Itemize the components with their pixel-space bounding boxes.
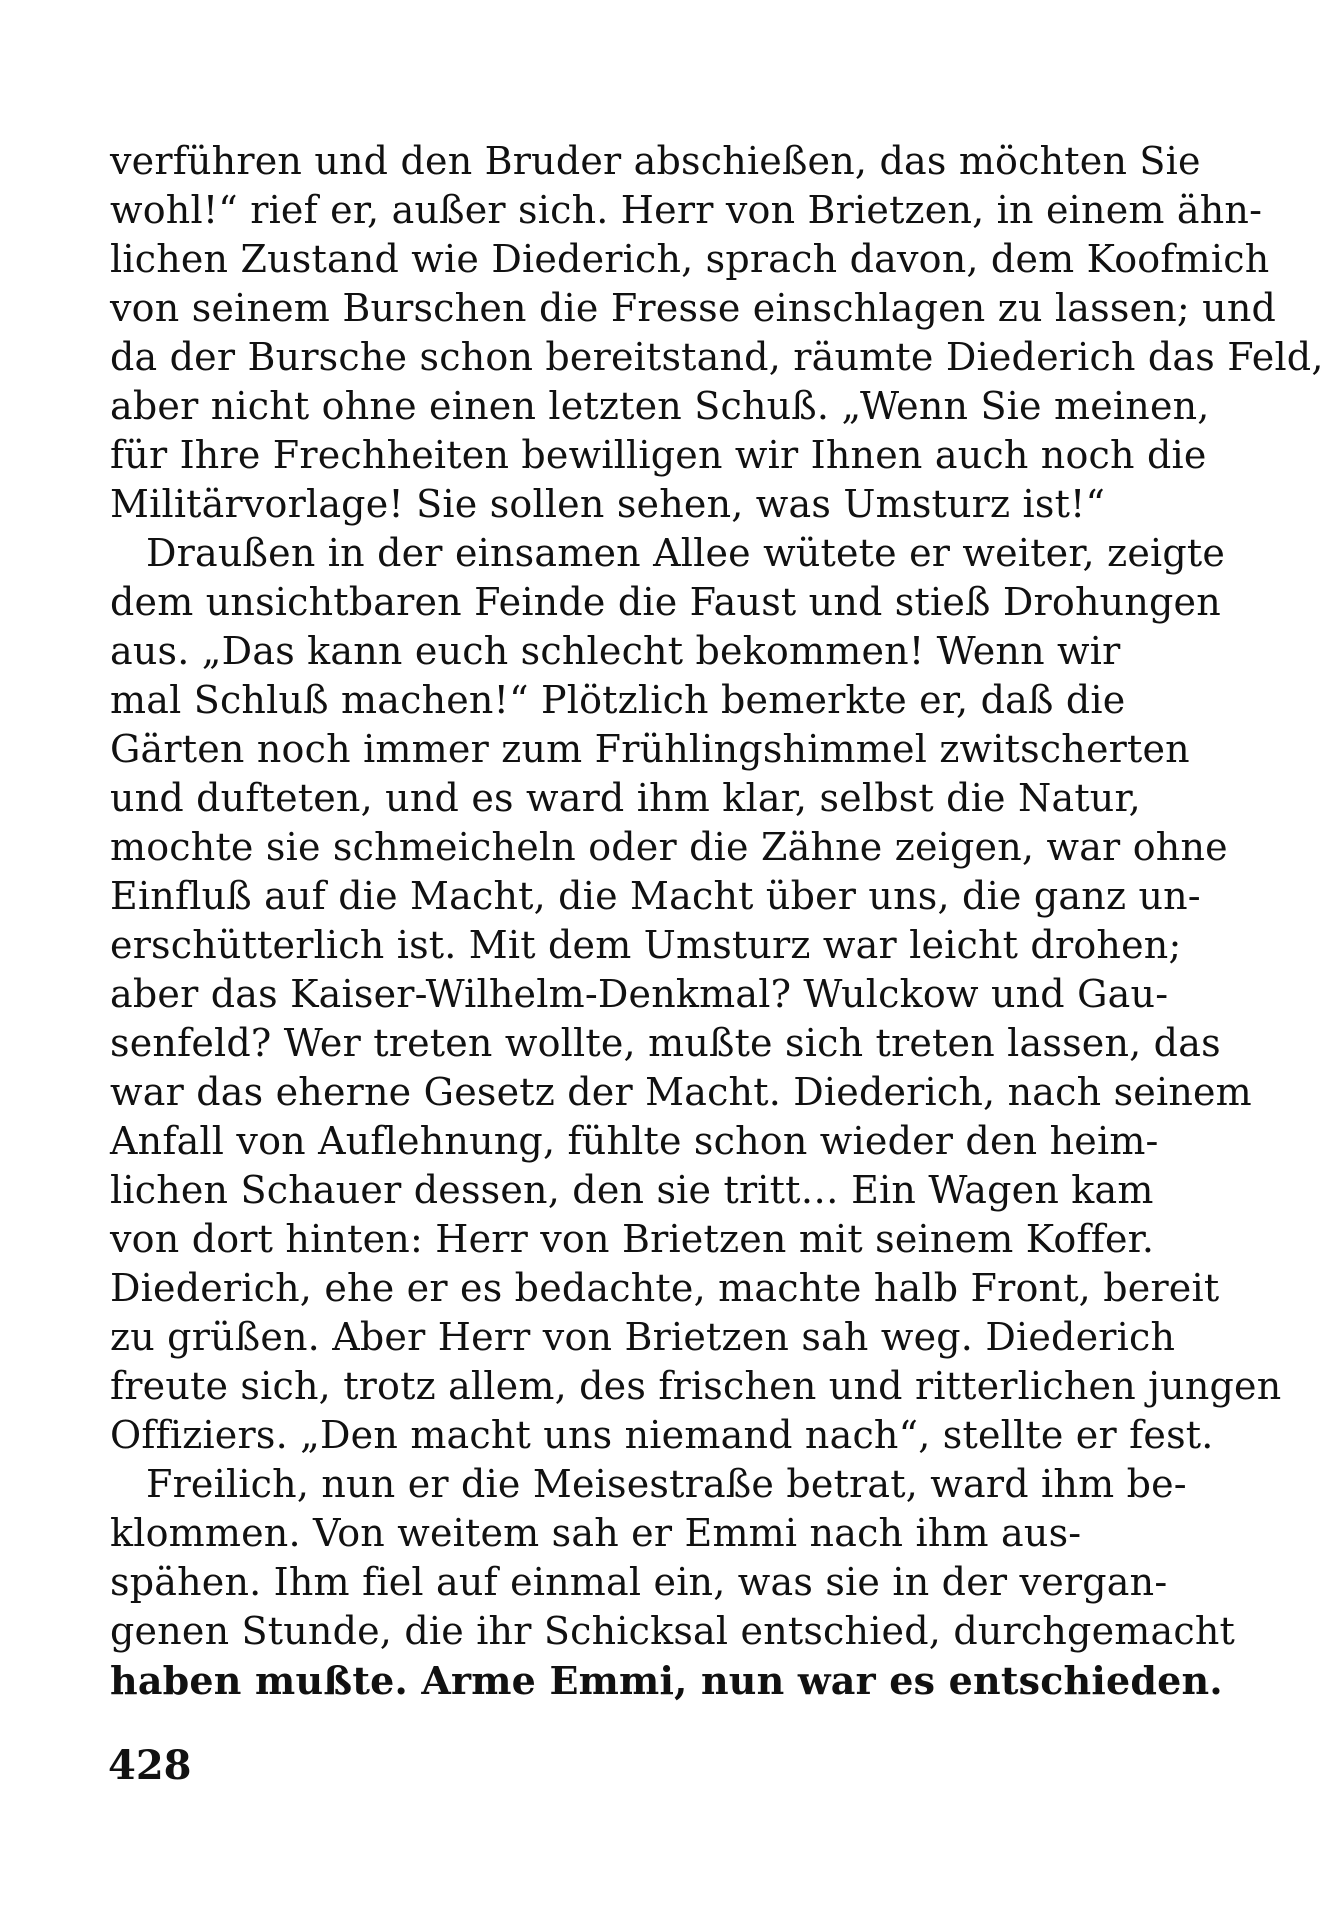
text-line: aus. „Das kann euch schlecht bekommen! Wenn wir	[110, 629, 1121, 673]
text-line: war das eherne Gesetz der Macht. Diederich, nach seinem	[110, 1070, 1252, 1114]
text-line: dem unsichtbaren Feinde die Faust und stieß Drohungen	[110, 580, 1221, 624]
text-line: freute sich, trotz allem, des frischen und ritterlichen jungen	[110, 1364, 1282, 1408]
text-line: aber nicht ohne einen letzten Schuß. „Wenn Sie meinen,	[110, 384, 1210, 428]
text-line: spähen. Ihm fiel auf einmal ein, was sie in der vergan-	[110, 1560, 1168, 1604]
text-line: genen Stunde, die ihr Schicksal entschied, durchgemacht	[110, 1609, 1235, 1653]
text-line: klommen. Von weitem sah er Emmi nach ihm aus-	[110, 1511, 1082, 1555]
text-line: verführen und den Bruder abschießen, das möchten Sie	[110, 139, 1201, 183]
text-line: Gärten noch immer zum Frühlingshimmel zwitscherten	[110, 727, 1190, 771]
text-line: Draußen in der einsamen Allee wütete er weiter, zeigte	[146, 531, 1226, 575]
text-line: mochte sie schmeicheln oder die Zähne zeigen, war ohne	[110, 825, 1228, 869]
text-line: Anfall von Auflehnung, fühlte schon wieder den heim-	[110, 1119, 1159, 1163]
text-line: Einfluß auf die Macht, die Macht über uns, die ganz un-	[110, 874, 1201, 918]
text-line: von dort hinten: Herr von Brietzen mit seinem Koffer.	[110, 1217, 1155, 1261]
text-line: und dufteten, und es ward ihm klar, selbst die Natur,	[110, 776, 1141, 820]
text-line: lichen Zustand wie Diederich, sprach davon, dem Koofmich	[110, 237, 1270, 281]
text-line: Diederich, ehe er es bedachte, machte halb Front, bereit	[110, 1266, 1220, 1310]
body-text	[110, 137, 1324, 1705]
text-line: erschütterlich ist. Mit dem Umsturz war leicht drohen;	[110, 923, 1182, 967]
text-line: zu grüßen. Aber Herr von Brietzen sah weg. Diederich	[110, 1315, 1176, 1359]
page-number: 428	[108, 1742, 192, 1789]
text-line: da der Bursche schon bereitstand, räumte Diederich das Feld,	[110, 335, 1324, 379]
text-line: Freilich, nun er die Meisestraße betrat, ward ihm be-	[146, 1462, 1187, 1506]
text-line: haben mußte. Arme Emmi, nun war es entschieden.	[110, 1658, 1223, 1703]
text-line: mal Schluß machen!“ Plötzlich bemerkte er, daß die	[110, 678, 1126, 722]
text-line: Militärvorlage! Sie sollen sehen, was Umsturz ist!“	[110, 482, 1106, 526]
text-line: von seinem Burschen die Fresse einschlagen zu lassen; und	[110, 286, 1277, 330]
text-line: senfeld? Wer treten wollte, mußte sich treten lassen, das	[110, 1021, 1221, 1065]
text-line: aber das Kaiser-Wilhelm-Denkmal? Wulckow und Gau-	[110, 972, 1169, 1016]
text-line: wohl!“ rief er, außer sich. Herr von Brietzen, in einem ähn-	[110, 188, 1263, 232]
text-line: lichen Schauer dessen, den sie tritt… Ein Wagen kam	[110, 1168, 1154, 1212]
text-line: Offiziers. „Den macht uns niemand nach“, stellte er fest.	[110, 1413, 1214, 1457]
text-line: für Ihre Frechheiten bewilligen wir Ihnen auch noch die	[110, 433, 1207, 477]
